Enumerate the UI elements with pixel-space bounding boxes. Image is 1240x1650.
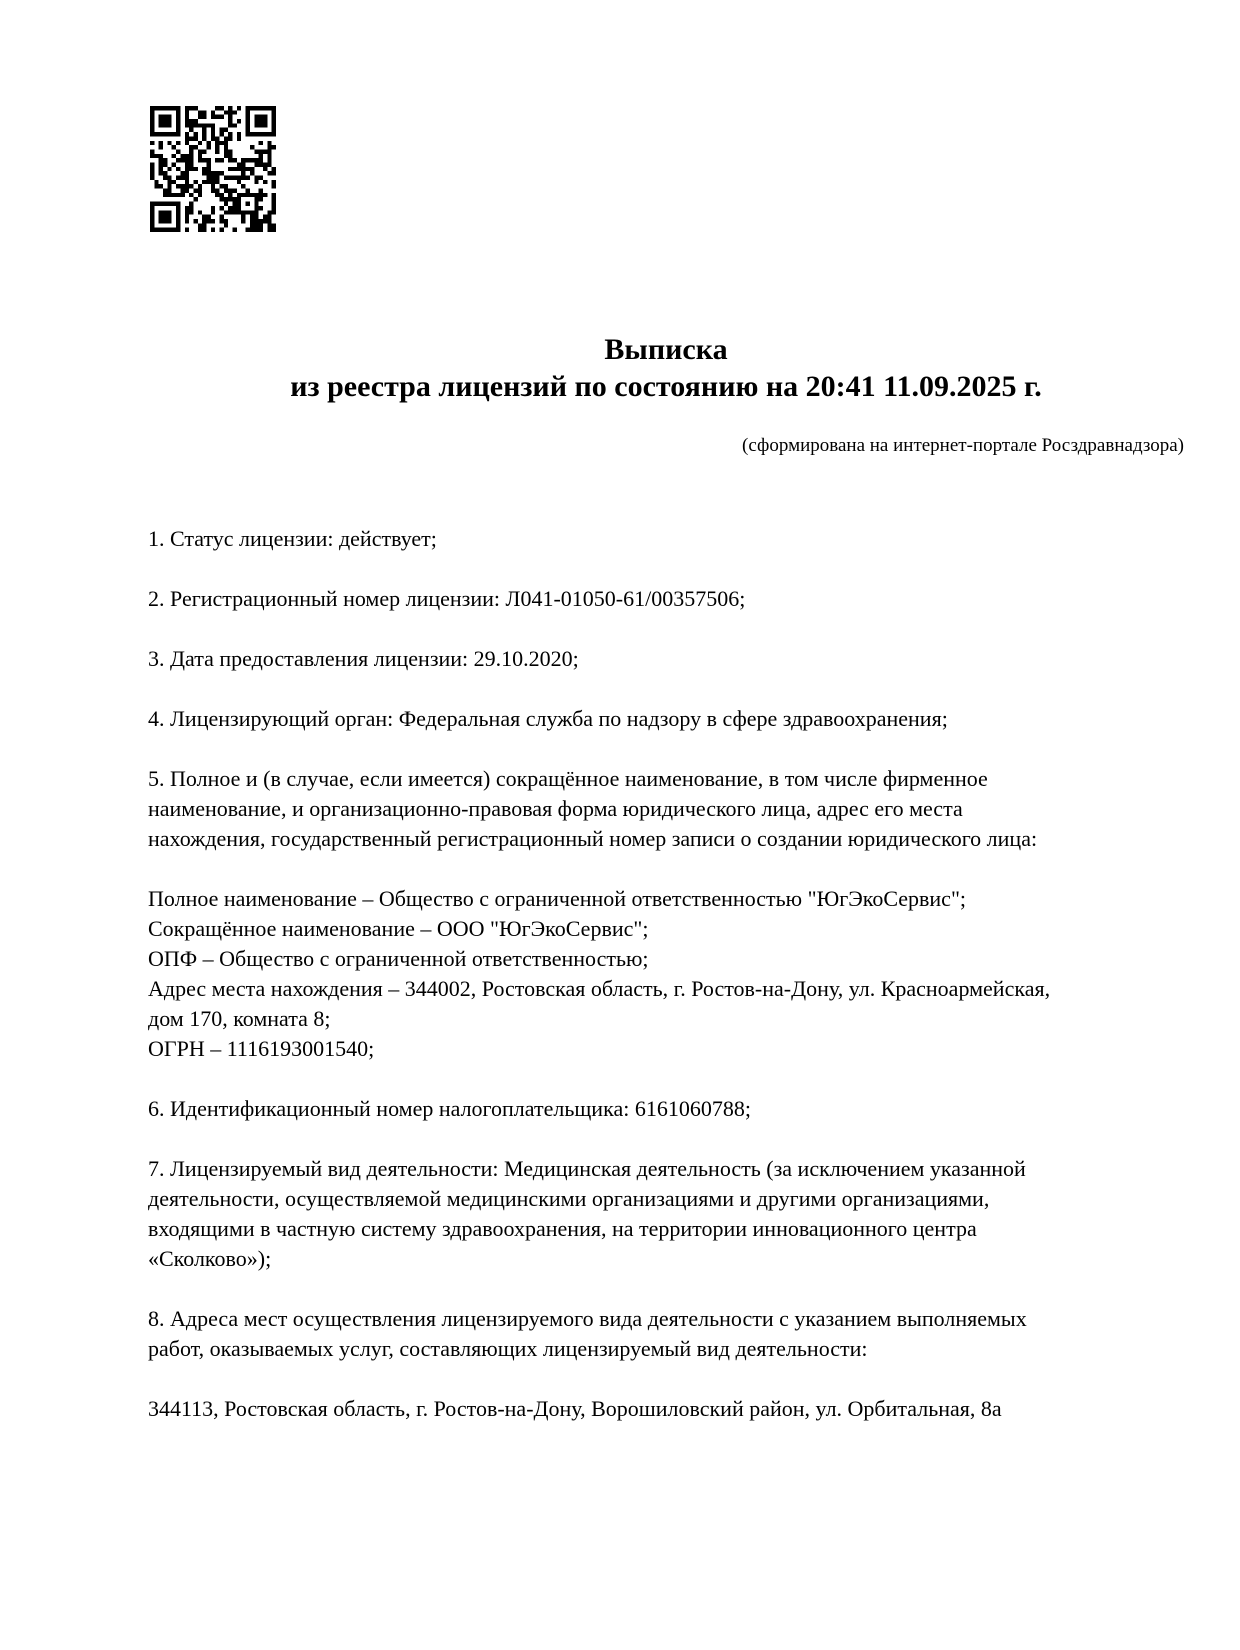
paragraph-line: ОПФ – Общество с ограниченной ответственностью; (148, 946, 649, 971)
paragraph-line: работ, оказываемых услуг, составляющих лицензируемый вид деятельности: (148, 1336, 868, 1361)
paragraph-line: Сокращённое наименование – ООО "ЮгЭкоСервис"; (148, 916, 649, 941)
item-6-inn (148, 1094, 1208, 1124)
paragraph-line: 344113, Ростовская область, г. Ростов-на-Дону, Ворошиловский район, ул. Орбитальная, 8а (148, 1396, 1002, 1421)
paragraph-line: 5. Полное и (в случае, если имеется) сокращённое наименование, в том числе фирменное (148, 766, 988, 791)
document-title (148, 331, 1184, 405)
paragraph-line: 2. Регистрационный номер лицензии: Л041-01050-61/00357506; (148, 586, 746, 611)
item-4-licensing-authority (148, 704, 1208, 734)
qr-code-icon (150, 106, 276, 232)
paragraph-line: 4. Лицензирующий орган: Федеральная служба по надзору в сфере здравоохранения; (148, 706, 948, 731)
organization-details (148, 884, 1208, 1064)
paragraph-line: 3. Дата предоставления лицензии: 29.10.2020; (148, 646, 579, 671)
paragraph-line: нахождения, государственный регистрационный номер записи о создании юридического лица: (148, 826, 1038, 851)
document-subtitle: (сформирована на интернет-портале Росздравнадзора) (742, 435, 1184, 456)
document-title-line2: из реестра лицензий по состоянию на 20:41 11.09.2025 г. (290, 370, 1042, 403)
document-title-line1: Выписка (604, 333, 728, 366)
activity-address (148, 1394, 1208, 1424)
paragraph-line: наименование, и организационно-правовая форма юридического лица, адрес его места (148, 796, 963, 821)
paragraph-line: 8. Адреса мест осуществления лицензируемого вида деятельности с указанием выполняемых (148, 1306, 1027, 1331)
document-body (148, 524, 1208, 1424)
paragraph-line: входящими в частную систему здравоохранения, на территории инновационного центра (148, 1216, 977, 1241)
paragraph-line: 7. Лицензируемый вид деятельности: Медицинская деятельность (за исключением указанной (148, 1156, 1026, 1181)
paragraph-line: дом 170, комната 8; (148, 1006, 331, 1031)
paragraph-line: Адрес места нахождения – 344002, Ростовская область, г. Ростов-на-Дону, ул. Красноармейская, (148, 976, 1051, 1001)
paragraph-line: «Сколково»); (148, 1246, 272, 1271)
item-2-registration-number (148, 584, 1208, 614)
item-5-name-heading (148, 764, 1208, 854)
item-1-license-status (148, 524, 1208, 554)
paragraph-line: ОГРН – 1116193001540; (148, 1036, 375, 1061)
paragraph-line: 6. Идентификационный номер налогоплательщика: 6161060788; (148, 1096, 751, 1121)
item-3-grant-date (148, 644, 1208, 674)
paragraph-line: Полное наименование – Общество с ограниченной ответственностью "ЮгЭкоСервис"; (148, 886, 967, 911)
item-8-addresses-heading (148, 1304, 1208, 1364)
item-7-licensed-activity (148, 1154, 1208, 1274)
paragraph-line: 1. Статус лицензии: действует; (148, 526, 437, 551)
paragraph-line: деятельности, осуществляемой медицинскими организациями и другими организациями, (148, 1186, 990, 1211)
